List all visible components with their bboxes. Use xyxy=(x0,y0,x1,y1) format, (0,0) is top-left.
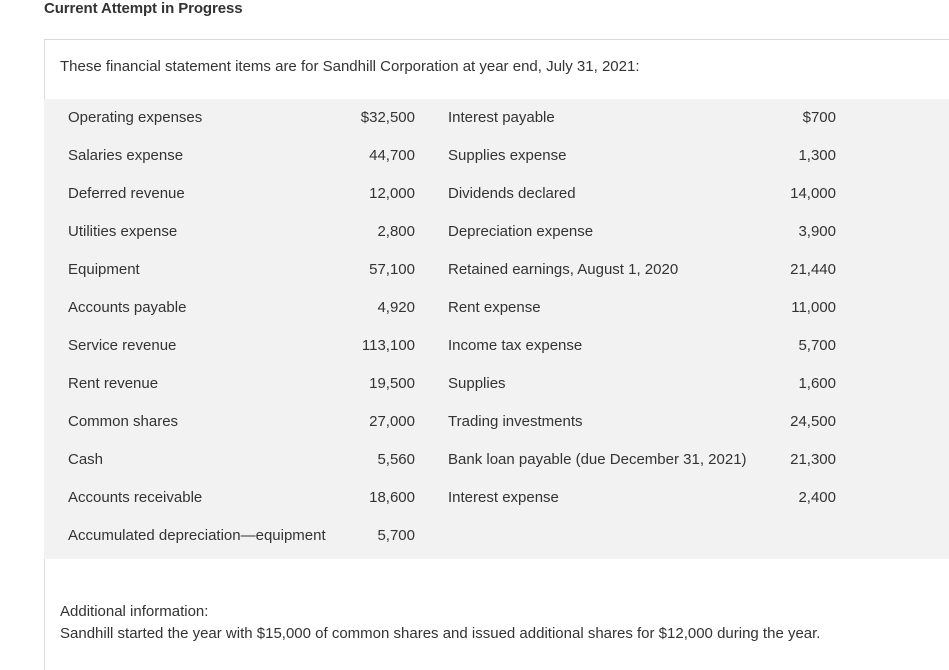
item-value: 1,600 xyxy=(798,375,836,392)
item-label: Depreciation expense xyxy=(448,223,594,240)
additional-heading: Additional information: xyxy=(60,603,209,620)
item-value: 24,500 xyxy=(790,413,836,430)
table-row xyxy=(44,251,949,289)
item-value: 4,920 xyxy=(377,299,415,316)
table-row xyxy=(44,289,949,327)
table-row xyxy=(44,327,949,365)
item-label: Interest payable xyxy=(448,109,555,126)
item-value: 14,000 xyxy=(790,185,836,202)
table-row xyxy=(44,517,949,555)
item-label: Interest expense xyxy=(448,489,559,506)
item-value: 21,440 xyxy=(790,261,836,278)
table-row xyxy=(44,137,949,175)
item-label: Income tax expense xyxy=(448,337,583,354)
table-row xyxy=(44,365,949,403)
item-label: Bank loan payable (due December 31, 2021) xyxy=(448,451,747,468)
item-value: 3,900 xyxy=(798,223,836,240)
table-row xyxy=(44,213,949,251)
item-value: 5,700 xyxy=(798,337,836,354)
item-value: 21,300 xyxy=(790,451,836,468)
item-value: 5,700 xyxy=(377,527,415,544)
item-label: Trading investments xyxy=(448,413,583,430)
item-label: Accounts receivable xyxy=(68,489,203,506)
attempt-status-title: Current Attempt in Progress xyxy=(44,0,243,17)
table-row xyxy=(44,441,949,479)
item-label: Cash xyxy=(68,451,104,468)
item-label: Utilities expense xyxy=(68,223,178,240)
additional-information xyxy=(60,601,820,645)
item-value: 44,700 xyxy=(369,147,415,164)
item-label: Service revenue xyxy=(68,337,177,354)
item-value: $700 xyxy=(802,109,836,126)
item-label: Supplies expense xyxy=(448,147,567,164)
table-row xyxy=(44,175,949,213)
table-row xyxy=(44,99,949,137)
item-label: Accumulated depreciation—equipment xyxy=(68,527,326,544)
item-value: 27,000 xyxy=(369,413,415,430)
item-label: Equipment xyxy=(68,261,140,278)
item-label: Operating expenses xyxy=(68,109,203,126)
question-intro: These financial statement items are for Sandhill Corporation at year end, July 31, 2021: xyxy=(60,58,640,75)
item-label: Supplies xyxy=(448,375,506,392)
item-label: Deferred revenue xyxy=(68,185,185,202)
item-value: 2,400 xyxy=(798,489,836,506)
item-label: Common shares xyxy=(68,413,179,430)
table-row xyxy=(44,403,949,441)
item-label: Accounts payable xyxy=(68,299,187,316)
item-value: 57,100 xyxy=(369,261,415,278)
item-value: 19,500 xyxy=(369,375,415,392)
item-value: 113,100 xyxy=(361,337,415,354)
item-value: 5,560 xyxy=(377,451,415,468)
table-row xyxy=(44,479,949,517)
financial-items-table xyxy=(44,99,949,559)
item-label: Rent revenue xyxy=(68,375,159,392)
item-label: Rent expense xyxy=(448,299,541,316)
item-label: Salaries expense xyxy=(68,147,184,164)
item-value: $32,500 xyxy=(360,109,415,126)
additional-text: Sandhill started the year with $15,000 of common shares and issued additional shares for $12,000 during the year. xyxy=(60,625,821,642)
item-label: Dividends declared xyxy=(448,185,576,202)
item-value: 18,600 xyxy=(369,489,415,506)
item-value: 12,000 xyxy=(369,185,415,202)
item-value: 1,300 xyxy=(798,147,836,164)
item-label: Retained earnings, August 1, 2020 xyxy=(448,261,679,278)
item-value: 2,800 xyxy=(377,223,415,240)
item-value: 11,000 xyxy=(791,299,836,316)
